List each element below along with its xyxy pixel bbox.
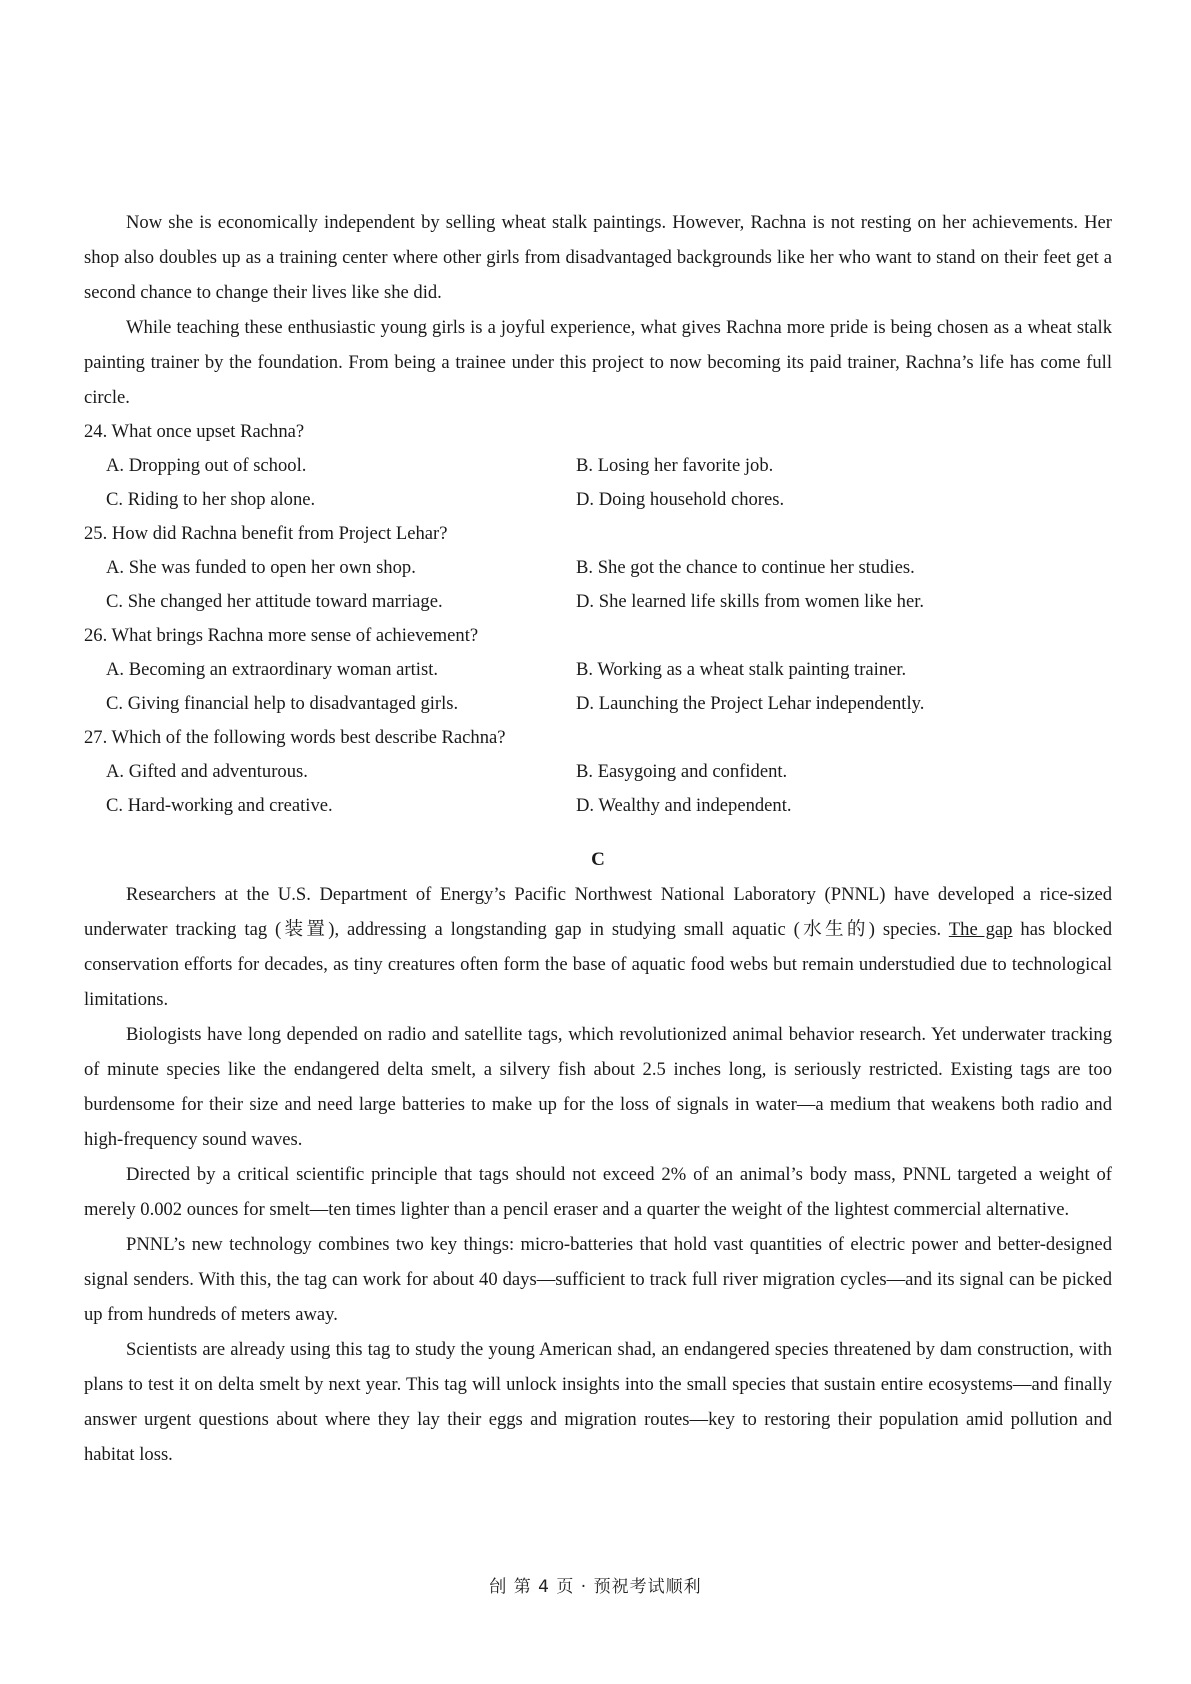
option-d: D. Launching the Project Lehar independently. xyxy=(576,693,925,714)
exam-page-content xyxy=(84,205,1112,1472)
passage-paragraph: Scientists are already using this tag to study the young American shad, an endangered species threatened by dam construction, with plans to test it on delta smelt by next year. This tag will unlock insights into the small species that sustain entire ecosystems—and finally answer urgent questions about where they lay their eggs and migration routes—key to restoring their population amid pollution and habitat loss. xyxy=(84,1339,1112,1465)
passage-paragraph: Now she is economically independent by selling wheat stalk paintings. However, Rachna is not resting on her achievements. Her shop also doubles up as a training center where other girls from disadvantaged backgrounds like her who want to stand on their feet get a second chance to change their lives like she did. xyxy=(84,212,1112,303)
section-heading: C xyxy=(591,849,605,870)
underlined-phrase: The gap xyxy=(948,919,1013,940)
option-d: D. She learned life skills from women like her. xyxy=(576,591,925,612)
passage-paragraph: Biologists have long depended on radio and satellite tags, which revolutionized animal behavior research. Yet underwater tracking of minute species like the endangered delta smelt, a silvery fish about 2.5 inches long, is seriously restricted. Existing tags are too burdensome for their size and need large batteries to make up for the loss of signals in water—a medium that weakens both radio and high-frequency sound waves. xyxy=(84,1024,1112,1150)
option-b: B. She got the chance to continue her studies. xyxy=(576,557,915,578)
option-a: A. She was funded to open her own shop. xyxy=(106,557,416,578)
option-b: B. Losing her favorite job. xyxy=(576,455,774,476)
question-block xyxy=(84,721,1112,823)
option-c: C. She changed her attitude toward marriage. xyxy=(106,591,443,612)
question-stem: 25. How did Rachna benefit from Project Lehar? xyxy=(84,523,448,544)
question-block xyxy=(84,415,1112,517)
option-grid xyxy=(84,653,1112,721)
option-d: D. Wealthy and independent. xyxy=(576,795,792,816)
question-stem: 24. What once upset Rachna? xyxy=(84,421,305,442)
question-block xyxy=(84,517,1112,619)
passage-paragraph: While teaching these enthusiastic young girls is a joyful experience, what gives Rachna more pride is being chosen as a wheat stalk painting trainer by the foundation. From being a trainee under this project to now becoming its paid trainer, Rachna’s life has come full circle. xyxy=(84,317,1112,408)
option-c: C. Giving financial help to disadvantaged girls. xyxy=(106,693,459,714)
option-grid xyxy=(84,449,1112,517)
option-a: A. Dropping out of school. xyxy=(106,455,307,476)
passage-paragraph: PNNL’s new technology combines two key things: micro-batteries that hold vast quantities of electric power and better-designed signal senders. With this, the tag can work for about 40 days—sufficient to track full river migration cycles—and its signal can be picked up from hundreds of meters away. xyxy=(84,1234,1112,1325)
question-stem: 27. Which of the following words best describe Rachna? xyxy=(84,727,506,748)
paragraph-text: has blocked conservation efforts for decades, as tiny creatures often form the base of aquatic food webs but remain understudied due to technological limitations. xyxy=(84,919,1112,1010)
question-stem: 26. What brings Rachna more sense of achievement? xyxy=(84,625,479,646)
question-block xyxy=(84,619,1112,721)
option-b: B. Easygoing and confident. xyxy=(576,761,788,782)
option-grid xyxy=(84,755,1112,823)
option-c: C. Hard-working and creative. xyxy=(106,795,333,816)
option-d: D. Doing household chores. xyxy=(576,489,785,510)
passage-paragraph: Directed by a critical scientific principle that tags should not exceed 2% of an animal’s body mass, PNNL targeted a weight of merely 0.002 ounces for smelt—ten times lighter than a pencil eraser and a quarter the weight of the lightest commercial alternative. xyxy=(84,1164,1112,1220)
option-c: C. Riding to her shop alone. xyxy=(106,489,316,510)
option-a: A. Becoming an extraordinary woman artist. xyxy=(106,659,439,680)
paragraph-text: Researchers at the U.S. Department of Energy’s Pacific Northwest National Laboratory (PNNL) have developed a rice-sized underwater tracking tag (装置), addressing a longstanding gap in studying small aquatic (水生的) species. xyxy=(84,884,1112,940)
passage-paragraph xyxy=(84,877,1112,1017)
option-b: B. Working as a wheat stalk painting trainer. xyxy=(576,659,907,680)
option-grid xyxy=(84,551,1112,619)
option-a: A. Gifted and adventurous. xyxy=(106,761,308,782)
page-footer: 刣 第 4 页 · 预祝考试顺利 xyxy=(489,1577,702,1597)
